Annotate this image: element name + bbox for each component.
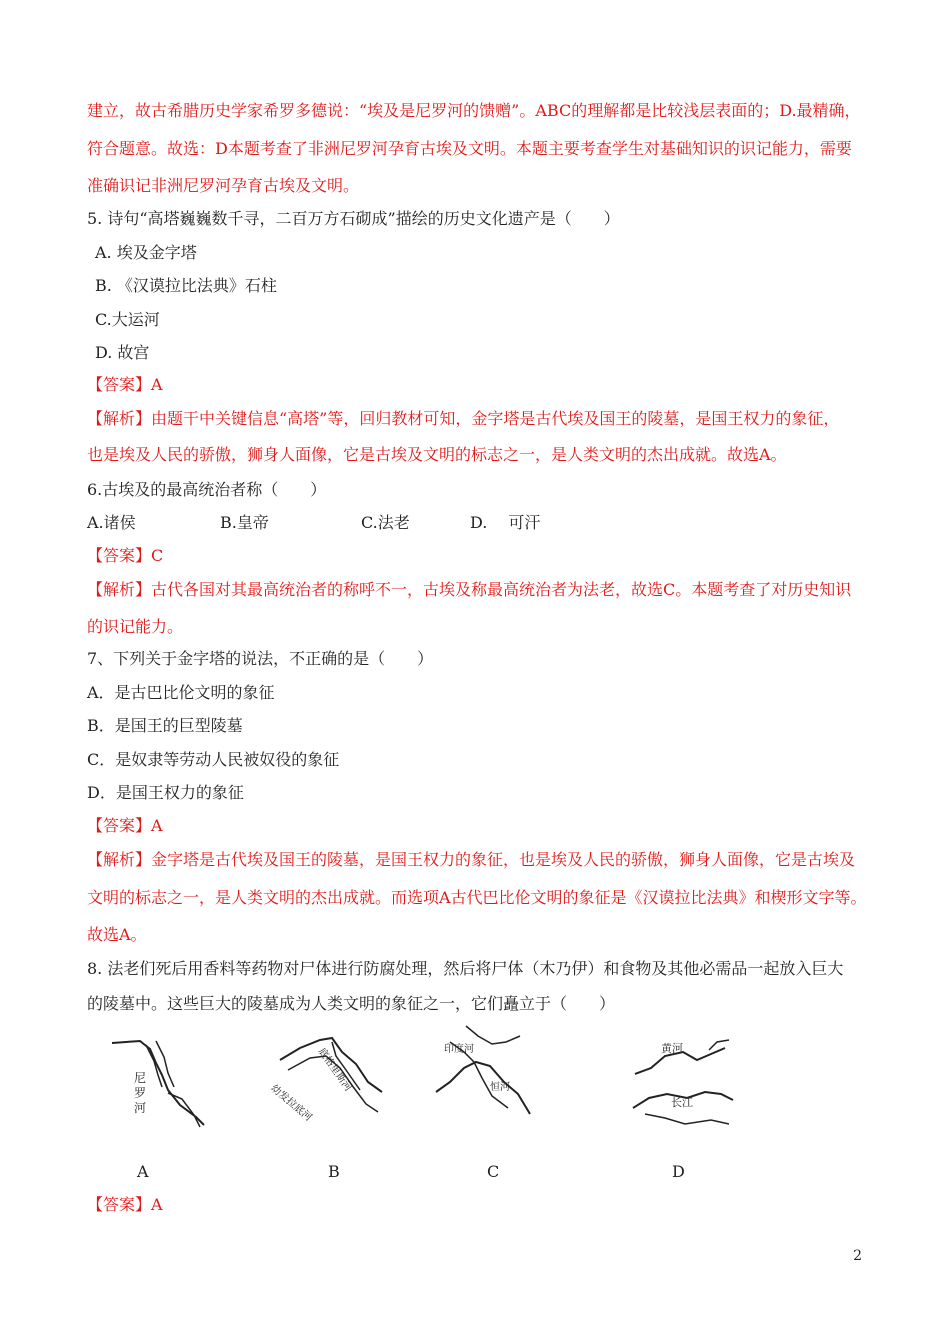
q7-analysis-line-3: 故选A。	[87, 925, 147, 944]
map-c-label-indus: 印度河	[444, 1044, 474, 1055]
q7-answer: 【答案】A	[87, 816, 163, 835]
q6-option-d: D. 可汗	[470, 513, 541, 532]
map-letter-c: C	[487, 1162, 500, 1181]
q5-question: 5. 诗句“高塔巍巍数千寻，二百万方石砌成”描绘的历史文化遗产是（ ）	[87, 209, 620, 228]
q5-answer: 【答案】A	[87, 375, 163, 394]
map-a-nile	[110, 1035, 210, 1130]
q6-option-c: C.法老	[361, 513, 410, 532]
q7-analysis-line-1: 【解析】金字塔是古代埃及国王的陵墓，是国王权力的象征，也是埃及人民的骄傲，狮身人面像，它是古埃及	[87, 850, 856, 869]
explanation-line-2: 符合题意。故选：D本题考查了非洲尼罗河孕育古埃及文明。本题主要考查学生对基础知识的识记能力，需要	[87, 139, 852, 158]
q5-option-d: D. 故宫	[95, 343, 150, 362]
map-letter-d: D	[672, 1162, 685, 1181]
map-a-label-1: 尼	[134, 1071, 147, 1085]
q8-answer: 【答案】A	[87, 1195, 163, 1214]
map-b-label-euphrates: 幼发拉底河	[268, 1083, 314, 1124]
q6-option-b: B.皇帝	[220, 513, 269, 532]
map-letter-b: B	[328, 1162, 340, 1181]
q7-analysis-line-2: 文明的标志之一，是人类文明的杰出成就。而选项A古代巴比伦文明的象征是《汉谟拉比法典》和楔形文字等。	[87, 888, 867, 907]
map-d-label-yangtze: 长江	[671, 1096, 693, 1109]
q7-option-c: C．是奴隶等劳动人民被奴役的象征	[87, 750, 340, 769]
map-b-label-tigris: 底格里斯河	[315, 1046, 354, 1094]
q6-analysis-line-1: 【解析】古代各国对其最高统治者的称呼不一，古埃及称最高统治者为法老，故选C。本题考查了对历史知识	[87, 580, 852, 599]
q8-question-line-2: 的陵墓中。这些巨大的陵墓成为人类文明的象征之一，它们矗立于（ ）	[87, 994, 616, 1013]
q7-option-d: D．是国王权力的象征	[87, 783, 244, 802]
q7-option-b: B．是国王的巨型陵墓	[87, 716, 243, 735]
q6-analysis-line-2: 的识记能力。	[87, 617, 184, 636]
map-d-label-yellow-river: 黄河	[661, 1042, 683, 1055]
map-a-label-3: 河	[134, 1101, 147, 1115]
map-c-label-ganges: 恒河	[490, 1082, 510, 1093]
q6-option-a: A.诸侯	[87, 513, 136, 532]
q6-answer: 【答案】C	[87, 546, 164, 565]
q5-analysis-line-1: 【解析】由题干中关键信息“高塔”等，回归教材可知，金字塔是古代埃及国王的陵墓，是国王权力的象征，	[87, 409, 840, 428]
q8-question-line-1: 8. 法老们死后用香料等药物对尸体进行防腐处理，然后将尸体（木乃伊）和食物及其他必需品一起放入巨大	[87, 959, 844, 978]
q5-analysis-line-2: 也是埃及人民的骄傲，狮身人面像，它是古埃及文明的标志之一，是人类文明的杰出成就。故选A。	[87, 445, 787, 464]
q7-question: 7、下列关于金字塔的说法，不正确的是（ ）	[87, 649, 434, 668]
q5-option-a: A. 埃及金字塔	[95, 243, 197, 262]
map-letter-a: A	[137, 1162, 149, 1181]
map-b-mesopotamia	[268, 1030, 390, 1124]
page-number: 2	[853, 1248, 862, 1264]
explanation-line-1: 建立，故古希腊历史学家希罗多德说：“埃及是尼罗河的馈赠”。ABC的理解都是比较浅层表面的；D.最精确，	[87, 101, 861, 120]
q5-option-c: C.大运河	[95, 310, 160, 329]
map-a-label-2: 罗	[134, 1086, 147, 1100]
explanation-line-3: 准确识记非洲尼罗河孕育古埃及文明。	[87, 176, 360, 195]
q7-option-a: A．是古巴比伦文明的象征	[87, 683, 275, 702]
q6-question: 6.古埃及的最高统治者称（ ）	[87, 480, 327, 499]
map-c-india	[430, 1022, 540, 1122]
map-d-china	[625, 1038, 740, 1133]
q5-option-b: B. 《汉谟拉比法典》石柱	[95, 276, 277, 295]
